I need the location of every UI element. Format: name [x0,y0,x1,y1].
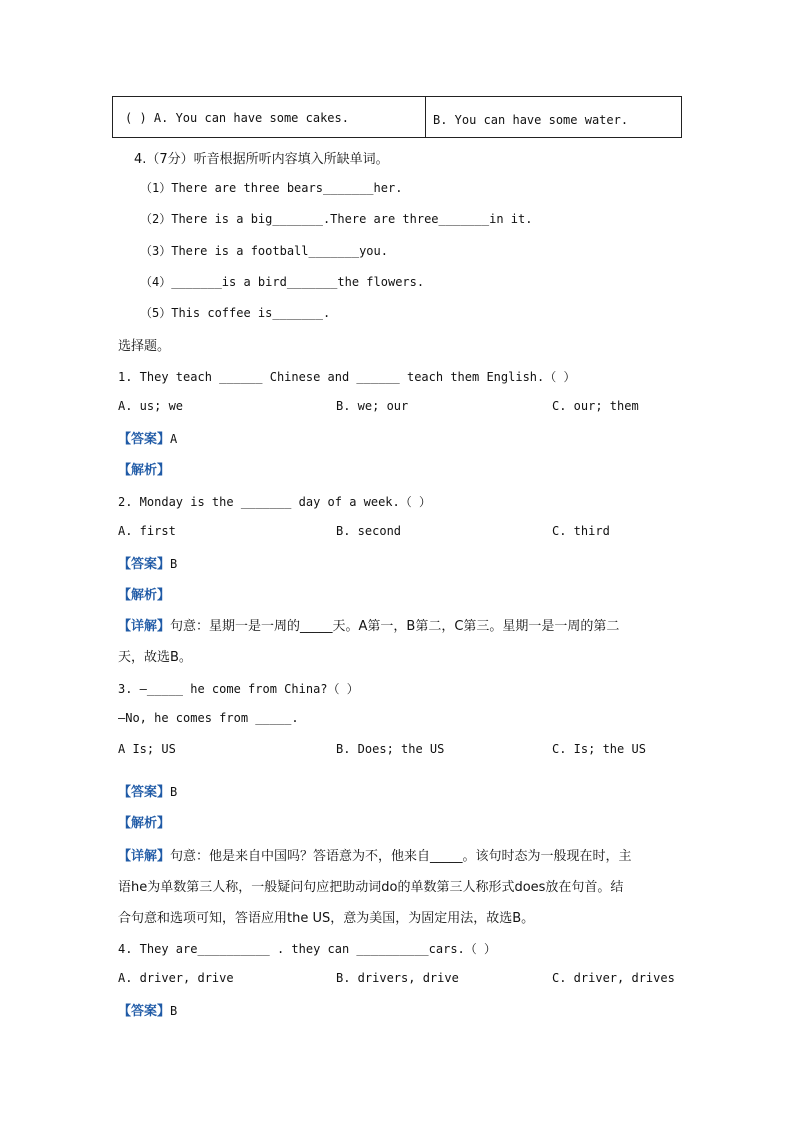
question-2-option-c: C. third [552,524,610,538]
question-1-analysis-tag: 【解析】 [118,463,171,478]
question-3-analysis-tag: 【解析】 [118,816,171,831]
question-1-answer [118,428,177,447]
question-2-option-a: A. first [118,524,176,538]
question-3-detail-line-1 [118,845,632,864]
answer-tag: 【答案】 [118,1004,171,1019]
q4-item-3: （3）There is a football_______you. [140,244,388,258]
question-3-answer [118,781,177,800]
question-1-option-c: C. our; them [552,399,639,413]
section-title: 选择题。 [118,339,171,354]
detail-text: 句意：星期一是一周的_____天。A第一，B第二，C第三。星期一是一周的第二 [170,619,620,634]
q4-item-4: （4）_______is a bird_______the flowers. [140,275,425,289]
question-4-answer [118,1000,177,1019]
q4-title: 4.（7分）听音根据所听内容填入所缺单词。 [134,152,389,167]
question-3-detail-line-2: 语he为单数第三人称，一般疑问句应把助动词do的单数第三人称形式does放在句首。结 [118,880,624,895]
question-4-option-a: A. driver, drive [118,971,234,985]
answer-value: B [170,557,178,571]
answer-tag: 【答案】 [118,557,171,572]
answer-value: A [170,432,178,446]
question-1-option-a: A. us; we [118,399,184,413]
question-2-analysis-tag: 【解析】 [118,588,171,603]
table-divider [425,97,426,137]
detail-tag: 【详解】 [118,849,171,864]
answer-tag: 【答案】 [118,432,171,447]
answer-value: B [170,785,178,799]
question-2-option-b: B. second [336,524,402,538]
question-1-option-b: B. we; our [336,399,409,413]
q4-item-1: （1）There are three bears_______her. [140,181,403,195]
question-1-stem: 1. They teach ______ Chinese and ______ teach them English.（ ） [118,370,576,384]
question-2-detail-line-2: 天，故选B。 [118,650,192,665]
question-4-option-c: C. driver, drives [552,971,675,985]
question-4-stem: 4. They are__________ . they can __________cars.（ ） [118,942,497,956]
question-3-stem: 3. —_____ he come from China?（ ） [118,682,359,696]
q4-item-2: （2）There is a big_______.There are three_______in it. [140,212,533,226]
detail-text: 句意：他是来自中国吗？答语意为不，他来自_____。该句时态为一般现在时，主 [170,849,632,864]
answer-option-table [112,96,682,138]
question-3-option-c: C. Is; the US [552,742,646,756]
table-cell-a: ( ) A. You can have some cakes. [125,111,349,125]
question-3-stem-reply: —No, he comes from _____. [118,711,299,725]
question-3-option-b: B. Does; the US [336,742,445,756]
question-4-option-b: B. drivers, drive [336,971,459,985]
table-cell-b: B. You can have some water. [433,113,629,127]
question-2-answer [118,553,177,572]
answer-tag: 【答案】 [118,785,171,800]
question-3-option-a: A Is; US [118,742,176,756]
answer-value: B [170,1004,178,1018]
detail-tag: 【详解】 [118,619,171,634]
q4-item-5: （5）This coffee is_______. [140,306,331,320]
question-3-detail-line-3: 合句意和选项可知，答语应用the US，意为美国，为固定用法，故选B。 [118,911,535,926]
question-2-detail-line-1 [118,615,619,634]
question-2-stem: 2. Monday is the _______ day of a week.（ ） [118,495,431,509]
